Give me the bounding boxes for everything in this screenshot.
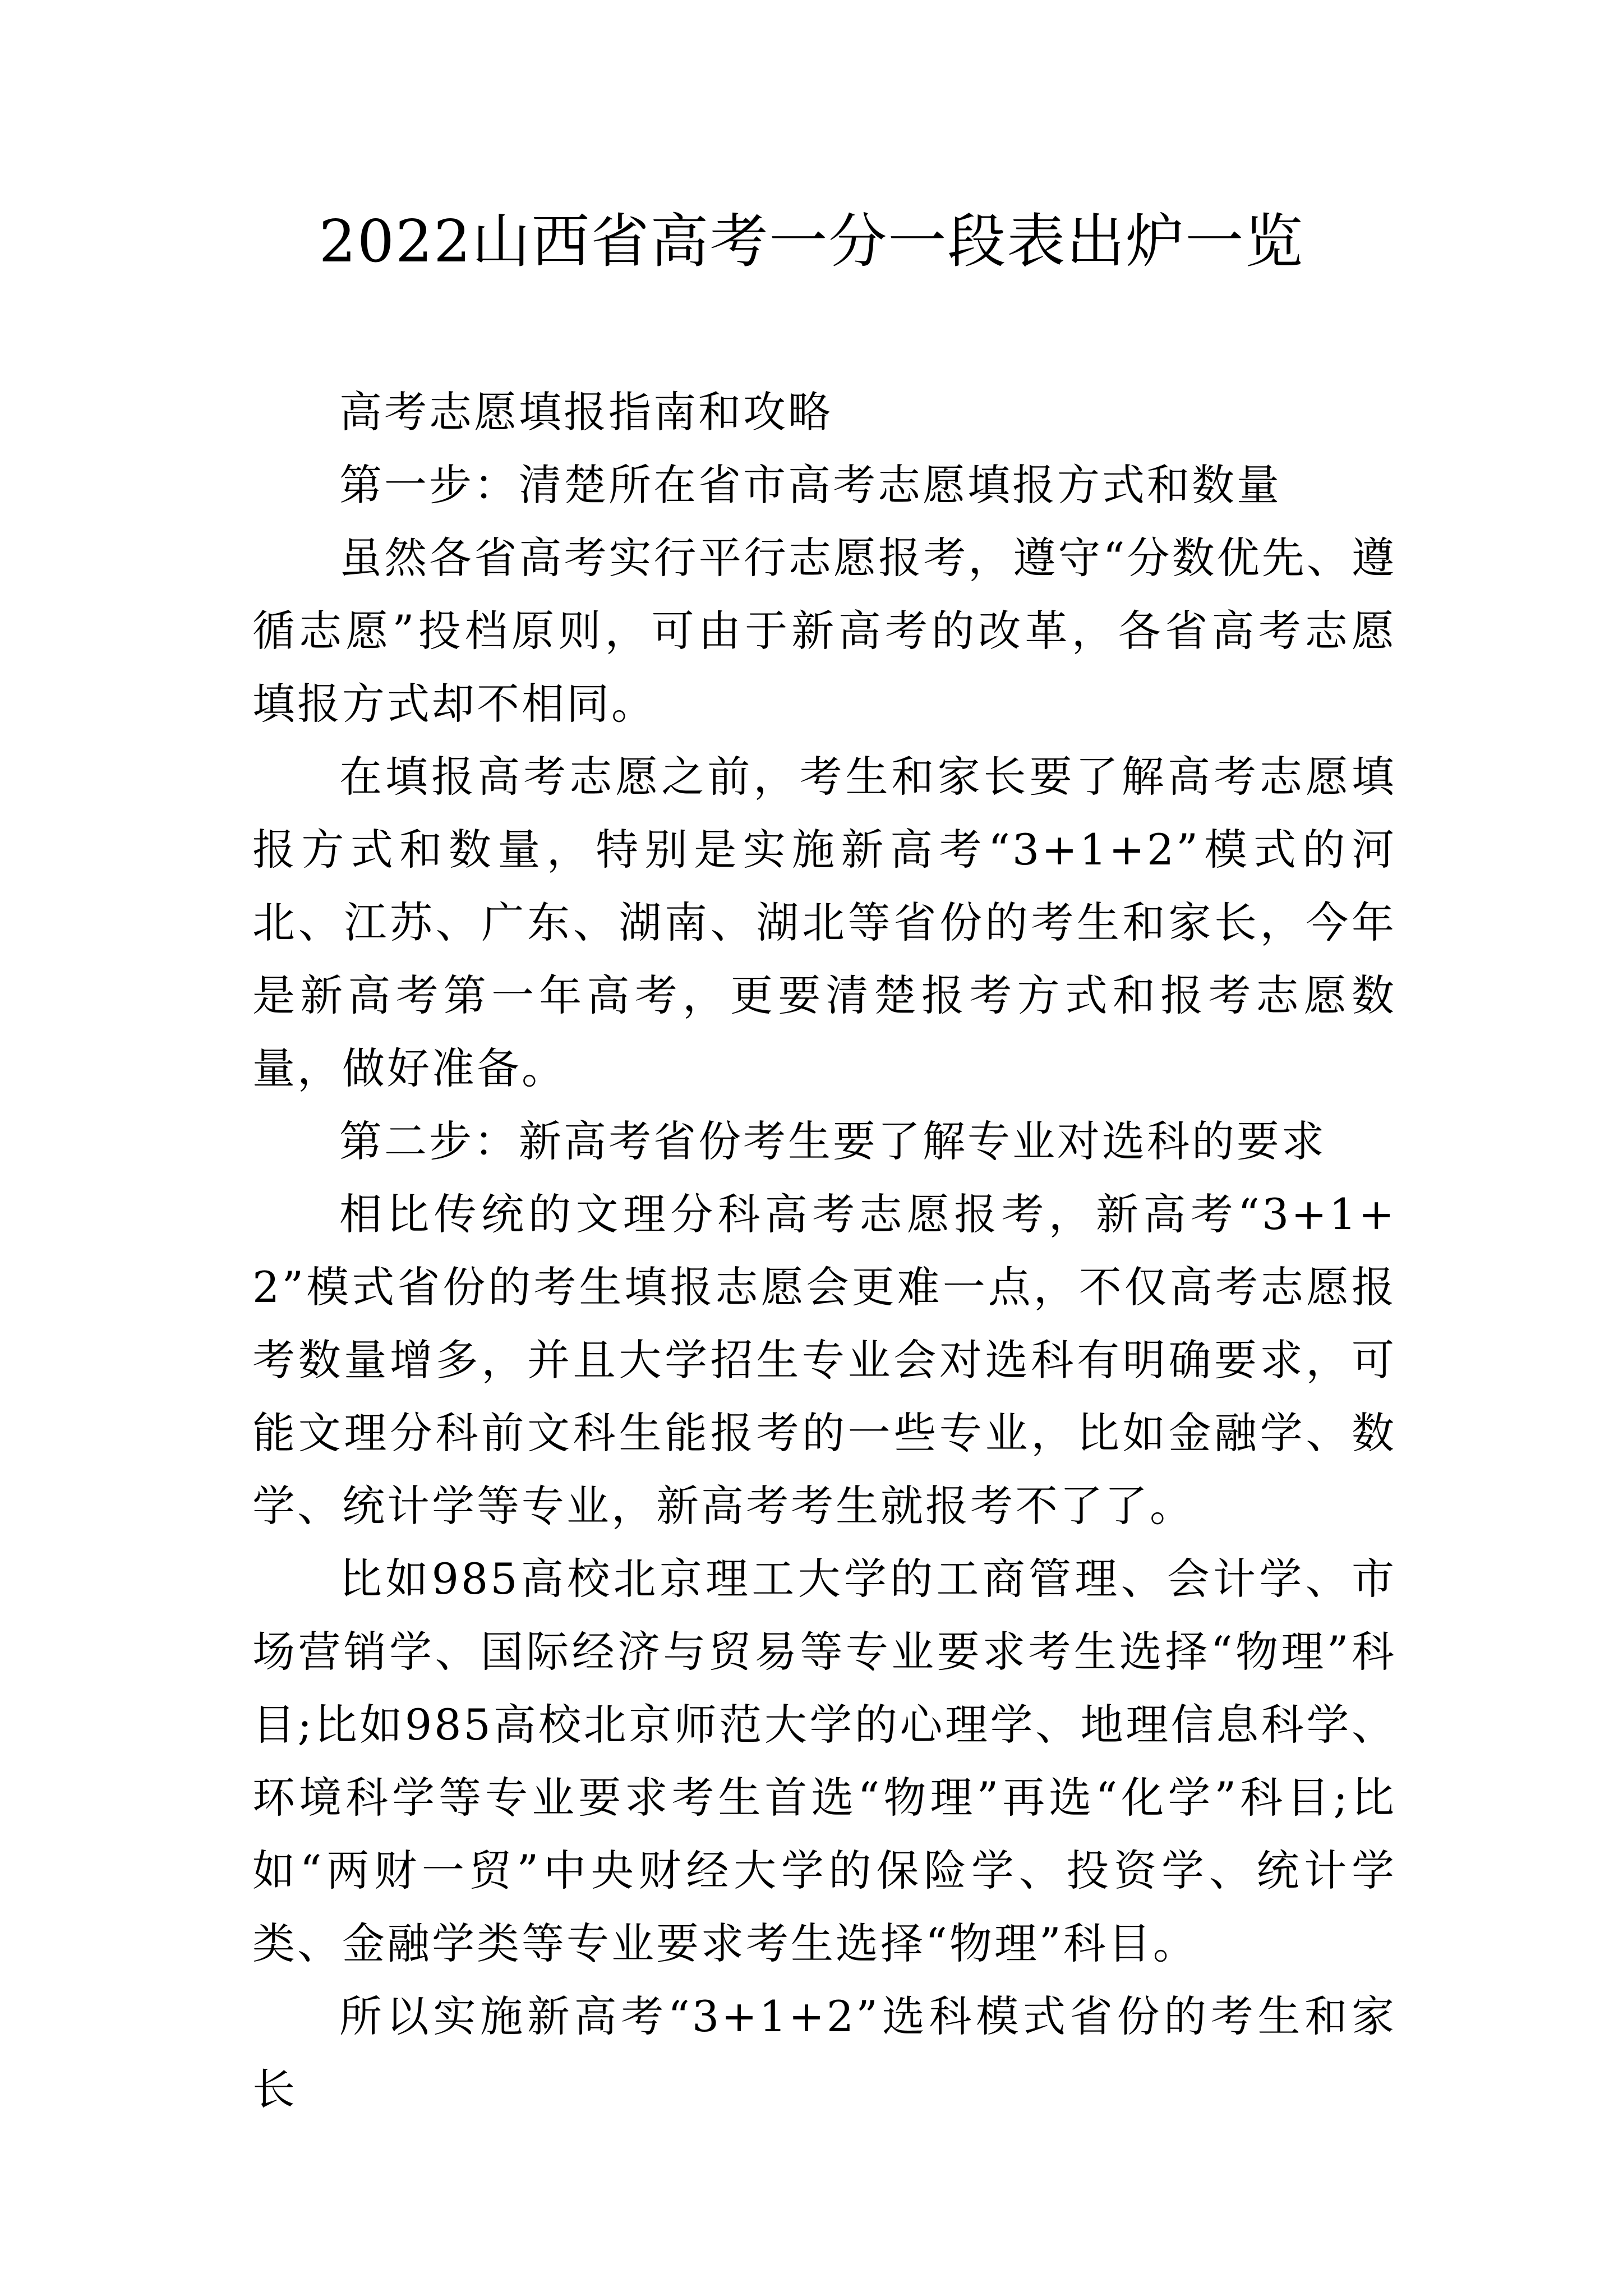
paragraph: 相比传统的文理分科高考志愿报考，新高考“3+1+2”模式省份的考生填报志愿会更难一点，不仅高考志愿报考数量增多，并且大学招生专业会对选科有明确要求，可能文理分科前文科生能报考的一些专业，比如金融学、数学、统计学等专业，新高考考生就报考不了了。 xyxy=(252,1189,1396,1531)
paragraph-step-one: 第一步：清楚所在省市高考志愿填报方式和数量 xyxy=(339,460,1281,510)
paragraph: 所以实施新高考“3+1+2”选科模式省份的考生和家长 xyxy=(252,1991,1396,2114)
document-title: 2022山西省高考一分一段表出炉一览 xyxy=(319,207,1304,275)
paragraph: 比如985高校北京理工大学的工商管理、会计学、市场营销学、国际经济与贸易等专业要求考生选择“物理”科目;比如985高校北京师范大学的心理学、地理信息科学、环境科学等专业要求考生首选“物理”再选“化学”科目;比如“两财一贸”中央财经大学的保险学、投资学、统计学类、金融学类等专业要求考生选择“物理”科目。 xyxy=(252,1554,1396,1968)
paragraph: 虽然各省高考实行平行志愿报考，遵守“分数优先、遵循志愿”投档原则，可由于新高考的改革，各省高考志愿填报方式却不相同。 xyxy=(252,533,1396,729)
paragraph-step-two: 第二步：新高考省份考生要了解专业对选科的要求 xyxy=(339,1116,1326,1166)
document-body xyxy=(252,376,1396,2126)
paragraph-guide-heading: 高考志愿填报指南和攻略 xyxy=(339,387,833,437)
paragraph: 在填报高考志愿之前，考生和家长要了解高考志愿填报方式和数量，特别是实施新高考“3+1+2”模式的河北、江苏、广东、湖南、湖北等省份的考生和家长，今年是新高考第一年高考，更要清楚报考方式和报考志愿数量，做好准备。 xyxy=(252,752,1396,1093)
